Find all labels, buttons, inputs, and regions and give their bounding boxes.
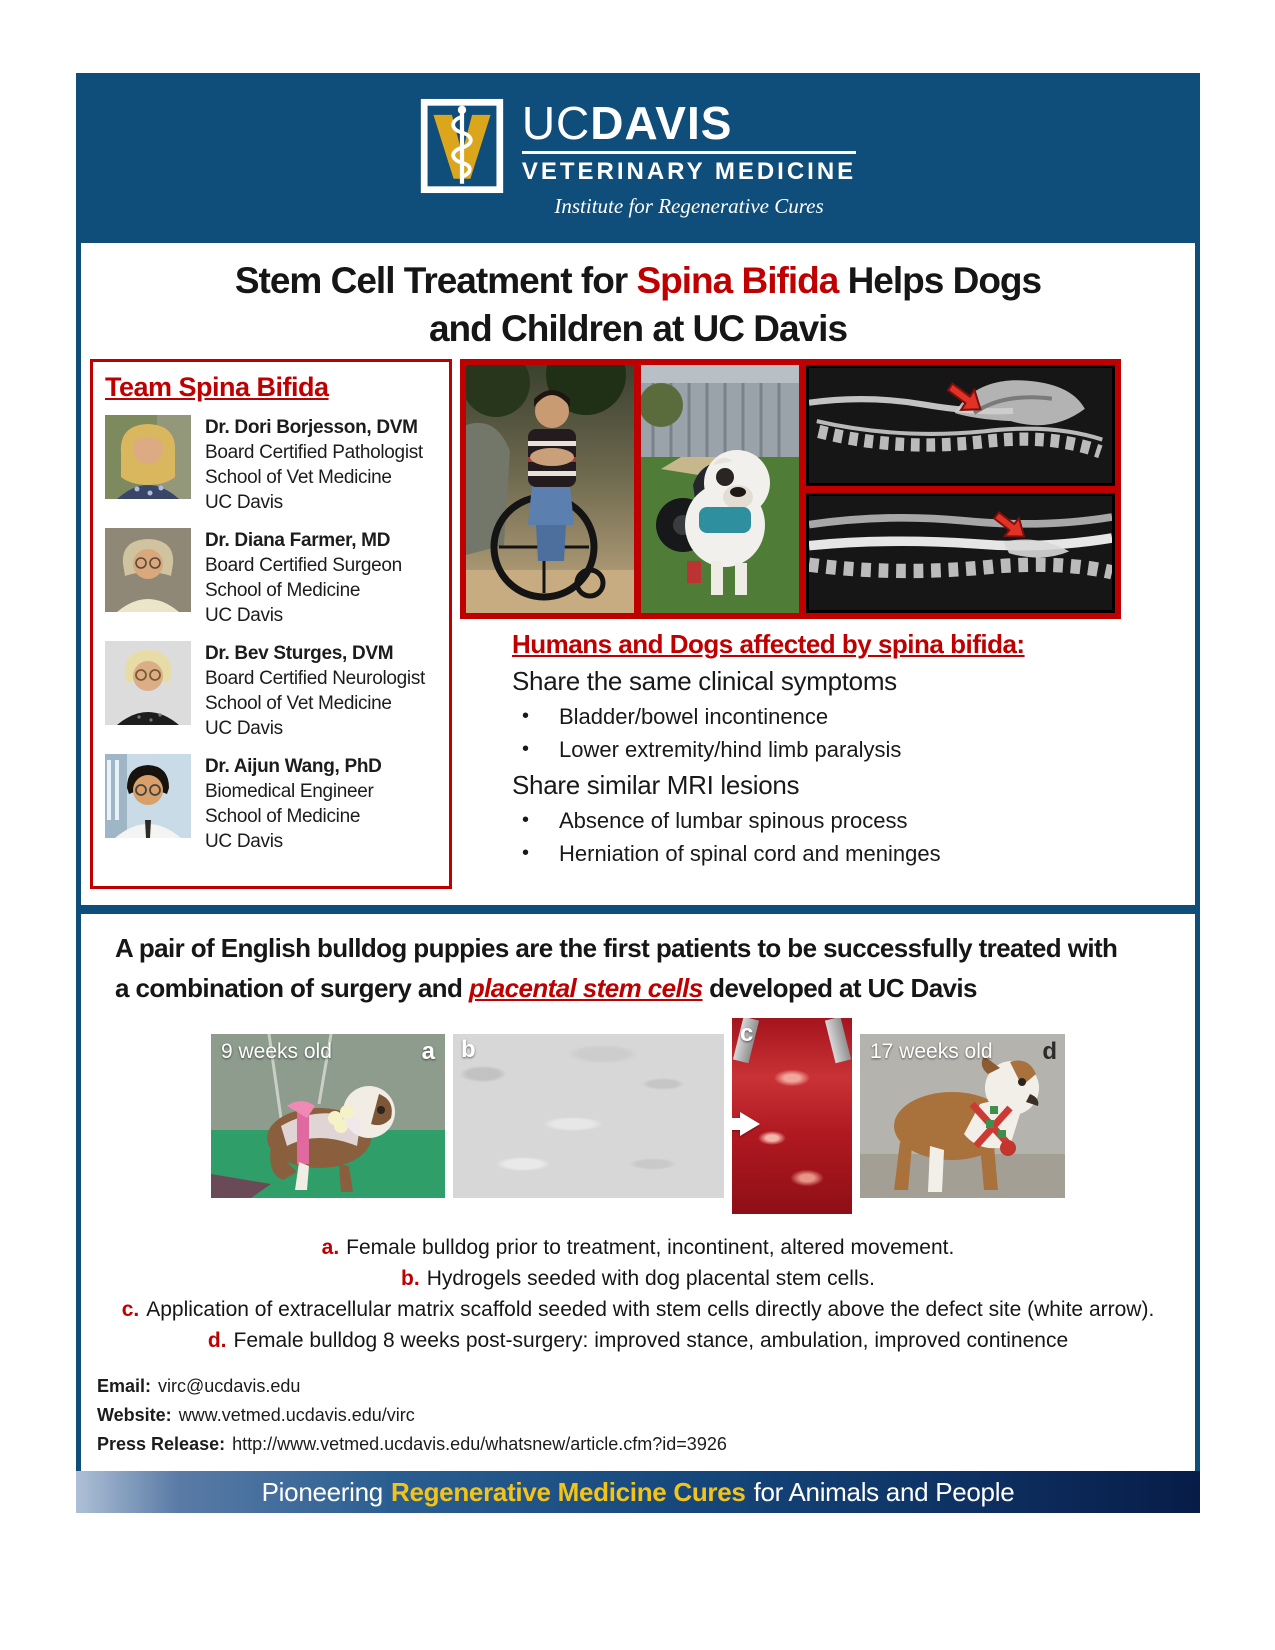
story-paragraph: A pair of English bulldog puppies are the first patients to be successfully treated with a combination of surgery and placental stem cells developed at UC Davis <box>115 933 1118 1003</box>
member-role: Biomedical Engineer <box>205 781 374 802</box>
age-overlay: 9 weeks old <box>221 1040 332 1063</box>
member-name: Dr. Diana Farmer, MD <box>205 530 391 551</box>
mri-scan-top <box>806 365 1115 486</box>
headshot-dori-borjesson <box>105 415 191 499</box>
panel-c-surgery-photo <box>732 1018 852 1214</box>
flyer-sheet <box>76 73 1200 1513</box>
comparison-section <box>512 629 1183 870</box>
brand-wordmark: UCDAVIS <box>521 96 733 149</box>
member-info <box>205 641 425 741</box>
list-item: • Lower extremity/hind limb paralysis <box>522 733 1183 766</box>
comparison-subhead: Share similar MRI lesions <box>512 770 800 800</box>
panel-b-hydrogel-micrograph <box>453 1034 724 1198</box>
contact-press-release: Press Release: http://www.vetmed.ucdavis.edu/whatsnew/article.cfm?id=3926 <box>97 1434 727 1454</box>
member-role: Board Certified Neurologist <box>205 668 426 689</box>
title-highlight: Spina Bifida <box>636 260 839 301</box>
panel-letter: a <box>421 1038 435 1065</box>
headshot-bev-sturges <box>105 641 191 725</box>
list-item: • Bladder/bowel incontinence <box>522 700 1183 733</box>
member-school: School of Medicine <box>205 580 361 601</box>
member-role: Board Certified Surgeon <box>205 555 402 576</box>
member-school: School of Vet Medicine <box>205 467 392 488</box>
contact-website: Website: www.vetmed.ucdavis.edu/virc <box>97 1405 415 1425</box>
mri-column <box>806 365 1115 613</box>
team-heading: Team Spina Bifida <box>105 372 329 402</box>
contact-block <box>97 1372 1195 1459</box>
comparison-subhead: Share the same clinical symptoms <box>512 666 897 696</box>
logo-text <box>522 98 856 219</box>
member-school: School of Medicine <box>205 806 361 827</box>
panel-a-puppy-pretreatment <box>211 1034 445 1198</box>
caption-c: c. Application of extracellular matrix scaffold seeded with stem cells directly above the defect site (white arrow). <box>121 1298 1155 1321</box>
header-band <box>81 73 1195 243</box>
uc-davis-logo <box>420 98 856 219</box>
member-info <box>205 415 423 515</box>
figure-captions <box>107 1232 1169 1356</box>
placental-stem-cells-highlight: placental stem cells <box>468 973 703 1003</box>
caption-a: a. Female bulldog prior to treatment, incontinent, altered movement. <box>321 1236 955 1259</box>
member-school: School of Vet Medicine <box>205 693 392 714</box>
member-name: Dr. Dori Borjesson, DVM <box>205 417 418 438</box>
age-overlay: 17 weeks old <box>870 1040 993 1063</box>
headshot-diana-farmer <box>105 528 191 612</box>
brand-institute: Institute for Regenerative Cures <box>554 193 824 218</box>
footer-banner: Pioneering Regenerative Medicine Cures for Animals and People <box>76 1471 1200 1513</box>
photo-strip <box>81 1018 1195 1214</box>
email-value: virc@ucdavis.edu <box>158 1376 301 1396</box>
team-member <box>105 415 441 515</box>
caduceus-icon <box>420 98 504 194</box>
list-item: • Herniation of spinal cord and meninges <box>522 837 1183 870</box>
caption-d: d. Female bulldog 8 weeks post-surgery: improved stance, ambulation, improved continence <box>207 1329 1069 1352</box>
right-column <box>460 359 1183 889</box>
member-info <box>205 528 402 628</box>
main-row <box>81 357 1195 889</box>
photo-boy-wheelchair <box>466 365 634 613</box>
symptom-list <box>522 700 1183 766</box>
white-arrow-icon <box>740 1112 760 1136</box>
retractor-icon <box>825 1018 851 1063</box>
list-item: • Absence of lumbar spinous process <box>522 804 1183 837</box>
member-name: Dr. Bev Sturges, DVM <box>205 643 394 664</box>
member-org: UC Davis <box>205 492 283 513</box>
team-member <box>105 528 441 628</box>
team-panel <box>90 359 452 889</box>
member-org: UC Davis <box>205 831 283 852</box>
photo-bulldog-cart <box>641 365 799 613</box>
website-value: www.vetmed.ucdavis.edu/virc <box>178 1405 415 1425</box>
panel-d-puppy-postsurgery <box>860 1034 1065 1198</box>
lesion-list <box>522 804 1183 870</box>
member-org: UC Davis <box>205 718 283 739</box>
team-member <box>105 754 441 854</box>
panel-letter: c <box>740 1020 754 1047</box>
page-title: Stem Cell Treatment for Spina Bifida Helps Dogs and Children at UC Davis <box>234 260 1042 349</box>
brand-vet-med: VETERINARY MEDICINE <box>521 157 857 185</box>
section-divider <box>76 905 1200 914</box>
brand-divider <box>522 151 856 154</box>
member-info <box>205 754 382 854</box>
panel-letter: b <box>461 1036 476 1063</box>
panel-letter: d <box>1042 1038 1057 1065</box>
press-release-value: http://www.vetmed.ucdavis.edu/whatsnew/article.cfm?id=3926 <box>232 1434 727 1454</box>
mri-scan-bottom <box>806 493 1115 614</box>
team-member <box>105 641 441 741</box>
member-org: UC Davis <box>205 605 283 626</box>
member-name: Dr. Aijun Wang, PhD <box>205 756 382 777</box>
member-role: Board Certified Pathologist <box>205 442 423 463</box>
comparison-heading: Humans and Dogs affected by spina bifida: <box>512 629 1025 659</box>
caption-b: b. Hydrogels seeded with dog placental stem cells. <box>401 1267 875 1290</box>
contact-email: Email: virc@ucdavis.edu <box>97 1376 301 1396</box>
headshot-aijun-wang <box>105 754 191 838</box>
photo-collage <box>460 359 1121 619</box>
footer-highlight: Regenerative Medicine Cures <box>390 1476 746 1507</box>
